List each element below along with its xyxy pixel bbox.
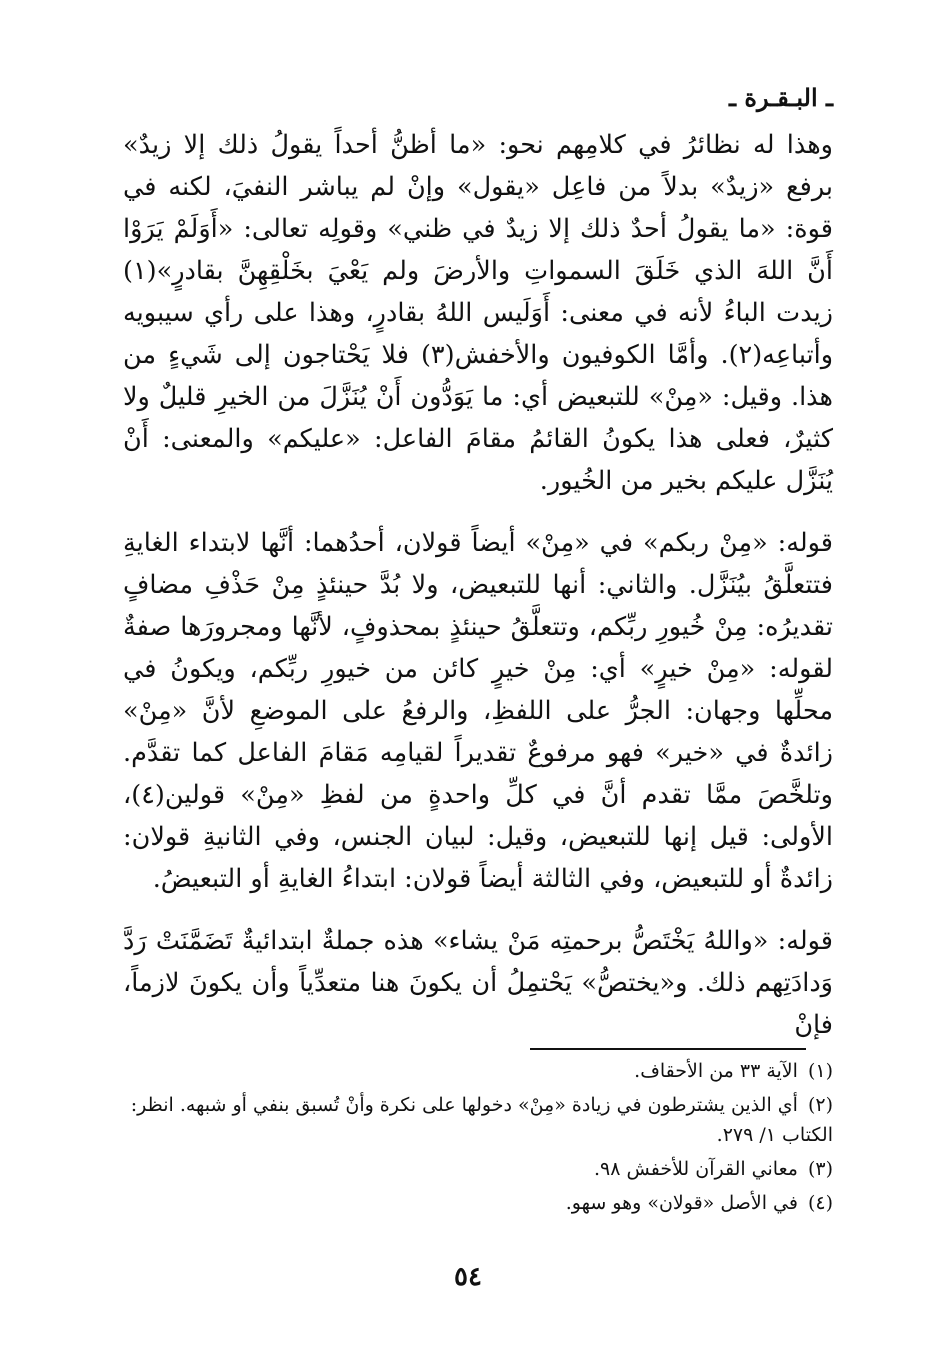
- paragraph: وهذا له نظائرُ في كلامِهم نحو: «ما أظنُّ أحداً يقولُ ذلك إلا زيدٌ» برفع «زيدٌ» بدلاً من فاعِل «يقول» وإنْ لم يباشر النفيَ، لكنه في قوة: «ما يقولُ أحدٌ ذلك إلا زيدٌ في ظني» وقولِه تعالى: «أَوَلَمْ يَرَوْا أَنَّ اللهَ الذي خَلَقَ السمواتِ والأرضَ ولم يَعْيَ بخَلْقِهِنَّ بقادرٍ»(١) زيدت الباءُ لأنه في معنى: أَوَلَيس اللهُ بقادرٍ، وهذا على رأي سيبويه وأتباعِه(٢). وأمَّا الكوفيون والأخفش(٣) فلا يَحْتاجون إلى شَيءٍ من هذا. وقيل: «مِنْ» للتبعيض أي: ما يَوَدُّون أَنْ يُنَزَّلَ من الخيرِ قليلٌ ولا كثيرٌ، فعلى هذا يكونُ القائمُ مقامَ الفاعل: «عليكم» والمعنى: أَنْ يُنَزَّل عليكم بخير من الخُيور.: [123, 130, 834, 496]
- footnote-number: (٣): [807, 1158, 833, 1180]
- footnote-number: (١): [807, 1060, 833, 1082]
- paragraph: قوله: «واللهُ يَخْتَصُّ برحمتِه مَنْ يشاء» هذه جملةٌ ابتدائيةٌ تَضَمَّنَتْ رَدَّ وَدادَتِهم ذلك. و«يختصُّ» يَحْتمِلُ أن يكونَ هنا متعدِّياً وأن يكونَ لازماً، فإنْ: [123, 926, 833, 1040]
- footnotes: [123, 1056, 833, 1222]
- footnote-divider: [530, 1048, 806, 1050]
- footnote: [123, 1154, 833, 1184]
- footnote-text: أي الذين يشترطون في زيادة «مِنْ» دخولها على نكرة وأنْ تُسبق بنفي أو شبهه. انظر: الكتاب ١/ ٢٧٩.: [130, 1094, 833, 1146]
- footnote: [123, 1188, 833, 1218]
- footnote-text: الآية ٣٣ من الأحقاف.: [634, 1060, 798, 1082]
- page-number: ٥٤: [454, 1262, 482, 1292]
- running-header: ـ البـقـرة ـ: [728, 83, 833, 112]
- footnote-text: معاني القرآن للأخفش ٩٨.: [593, 1158, 798, 1180]
- footnote: [123, 1056, 833, 1086]
- footnote: [123, 1090, 833, 1150]
- paragraph: قوله: «مِنْ ربكم» في «مِنْ» أيضاً قولان، أحدُهما: أنَّها لابتداء الغايةِ فتتعلَّقُ بيُنَزَّل. والثاني: أنها للتبعيض، ولا بُدَّ حينئذٍ مِنْ حَذْفِ مضافٍ تقديرُه: مِنْ خُيورِ ربِّكم، وتتعلَّقُ حينئذٍ بمحذوفٍ، لأنَّها ومجرورَها صفةٌ لقوله: «مِنْ خيرٍ» أي: مِنْ خيرٍ كائن من خيورِ ربِّكم، ويكونُ في محلِّها وجهان: الجرُّ على اللفظِ، والرفعُ على الموضعِ لأنَّ «مِنْ» زائدةٌ في «خير» فهو مرفوعٌ تقديراً لقيامِه مَقامَ الفاعل كما تقدَّم. وتلخَّصَ ممَّا تقدم أنَّ في كلِّ واحدةٍ من لفظِ «مِنْ» قولين(٤)، الأولى: قيل إنها للتبعيض، وقيل: لبيان الجنس، وفي الثانيةِ قولان: زائدةٌ أو للتبعيض، وفي الثالثة أيضاً قولان: ابتداءُ الغايةِ أو التبعيضُ.: [123, 528, 833, 894]
- main-text: [123, 124, 833, 1046]
- footnote-text: في الأصل «قولان» وهو سهو.: [565, 1192, 798, 1214]
- footnote-number: (٤): [807, 1192, 833, 1214]
- footnote-number: (٢): [807, 1094, 833, 1116]
